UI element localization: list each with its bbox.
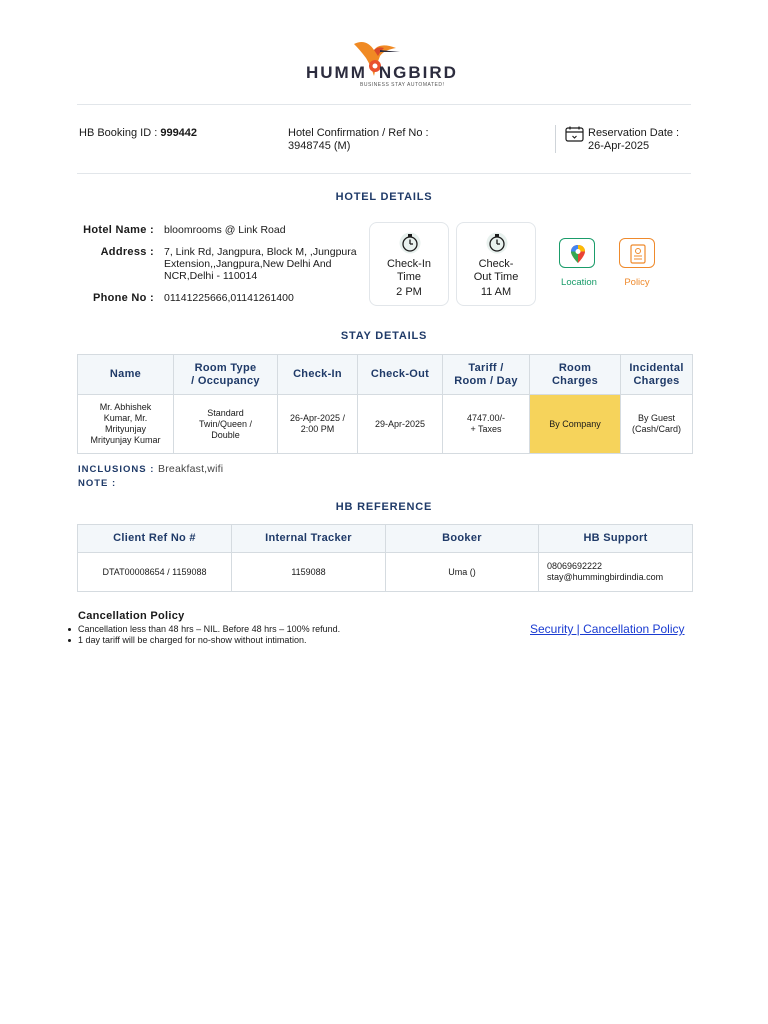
brand-name-pre: HUMM xyxy=(306,63,367,82)
hotel-confirmation-label: Hotel Confirmation / Ref No : xyxy=(288,127,429,139)
stay-header-check-in: Check-In xyxy=(278,355,358,395)
hotel-name-value: bloomrooms @ Link Road xyxy=(164,224,286,236)
hotel-name-label: Hotel Name : xyxy=(83,224,154,236)
list-item: Cancellation less than 48 hrs – NIL. Before 48 hrs – 100% refund. xyxy=(78,624,341,634)
reservation-date xyxy=(588,127,679,153)
brand-tagline: BUSINESS STAY AUTOMATED! xyxy=(360,82,445,88)
support-email: stay@hummingbirdindia.com xyxy=(547,572,664,582)
phone-value: 01141225666,01141261400 xyxy=(164,292,294,304)
checkin-time-title: Check-In Time xyxy=(386,258,432,283)
divider-booking xyxy=(77,173,691,174)
hb-header-client-ref: Client Ref No # xyxy=(78,525,232,553)
stopwatch-icon xyxy=(397,229,423,255)
booking-divider xyxy=(555,125,556,153)
booker-cell: Uma () xyxy=(386,553,539,592)
guest-name-cell: Mr. Abhishek Kumar, Mr. Mrityunjay Mrityunjay Kumar xyxy=(78,395,174,454)
hb-support-cell xyxy=(539,553,693,592)
note-label: NOTE : xyxy=(78,478,117,489)
address-value: 7, Link Rd, Jangpura, Block M, ,Jungpura Extension,,Jangpura,New Delhi And NCR,Delhi - 110014 xyxy=(164,246,357,282)
internal-tracker-cell: 1159088 xyxy=(232,553,386,592)
hb-header-row xyxy=(78,525,693,553)
check-in-cell: 26-Apr-2025 / 2:00 PM xyxy=(278,395,358,454)
hotel-confirmation-value: 3948745 (M) xyxy=(288,140,351,152)
room-charges-cell: By Company xyxy=(530,395,621,454)
security-cancellation-policy-link[interactable]: Security | Cancellation Policy xyxy=(530,622,685,636)
map-pin-icon xyxy=(560,239,596,269)
room-type-cell: Standard Twin/Queen / Double xyxy=(174,395,278,454)
checkout-time-card xyxy=(456,222,536,306)
incidental-charges-cell: By Guest (Cash/Card) xyxy=(621,395,693,454)
tariff-cell: 4747.00/- + Taxes xyxy=(443,395,530,454)
checkin-time-value: 2 PM xyxy=(396,286,422,298)
checkout-time-value: 11 AM xyxy=(480,286,512,298)
policy-document-icon xyxy=(620,239,656,269)
stay-header-room-type: Room Type / Occupancy xyxy=(174,355,278,395)
stay-details-title: STAY DETAILS xyxy=(340,330,428,342)
stay-header-row xyxy=(78,355,693,395)
address-label: Address : xyxy=(100,246,154,258)
cancellation-policy-list xyxy=(78,624,340,646)
hb-header-support: HB Support xyxy=(539,525,693,553)
stay-details-table xyxy=(77,354,693,454)
stay-header-room-charges: Room Charges xyxy=(530,355,621,395)
hb-reference-table xyxy=(77,524,693,592)
booking-id-value: 999442 xyxy=(160,127,198,139)
table-row xyxy=(78,553,693,592)
policy-button[interactable] xyxy=(619,238,655,268)
stay-header-name: Name xyxy=(78,355,174,395)
stopwatch-icon xyxy=(484,229,510,255)
client-ref-cell: DTAT00008654 / 1159088 xyxy=(78,553,232,592)
stay-header-incidental: Incidental Charges xyxy=(621,355,693,395)
hb-reference-title: HB REFERENCE xyxy=(335,501,433,513)
support-phone: 08069692222 xyxy=(547,561,603,571)
inclusions-label: INCLUSIONS : xyxy=(78,464,155,475)
check-out-cell: 29-Apr-2025 xyxy=(358,395,443,454)
hummingbird-logo xyxy=(300,36,470,92)
booking-id-label: HB Booking ID : xyxy=(79,127,158,139)
inclusions-value: Breakfast,wifi xyxy=(158,463,224,475)
stay-header-tariff: Tariff / Room / Day xyxy=(443,355,530,395)
phone-label: Phone No : xyxy=(92,292,154,304)
table-row xyxy=(78,395,693,454)
list-item: 1 day tariff will be charged for no-show without intimation. xyxy=(78,635,340,646)
inclusions xyxy=(78,463,223,475)
checkin-time-card xyxy=(369,222,449,306)
location-button[interactable] xyxy=(559,238,595,268)
stay-header-check-out: Check-Out xyxy=(358,355,443,395)
booking-id xyxy=(79,127,197,140)
cancellation-policy-title: Cancellation Policy xyxy=(78,610,185,622)
hotel-details-title: HOTEL DETAILS xyxy=(335,191,433,203)
checkout-time-title: Check- Out Time xyxy=(473,258,519,283)
hb-header-booker: Booker xyxy=(386,525,539,553)
brand-name-post: NGBIRD xyxy=(378,63,458,82)
brand-wordmark xyxy=(306,63,458,83)
calendar-icon xyxy=(565,126,584,142)
reservation-date-value: 26-Apr-2025 xyxy=(588,140,650,152)
divider-top xyxy=(77,104,691,105)
policy-label[interactable]: Policy xyxy=(624,277,650,288)
location-label[interactable]: Location xyxy=(561,277,597,288)
reservation-date-label: Reservation Date : xyxy=(588,127,680,139)
hotel-confirmation xyxy=(288,127,429,153)
hb-header-internal-tracker: Internal Tracker xyxy=(232,525,386,553)
